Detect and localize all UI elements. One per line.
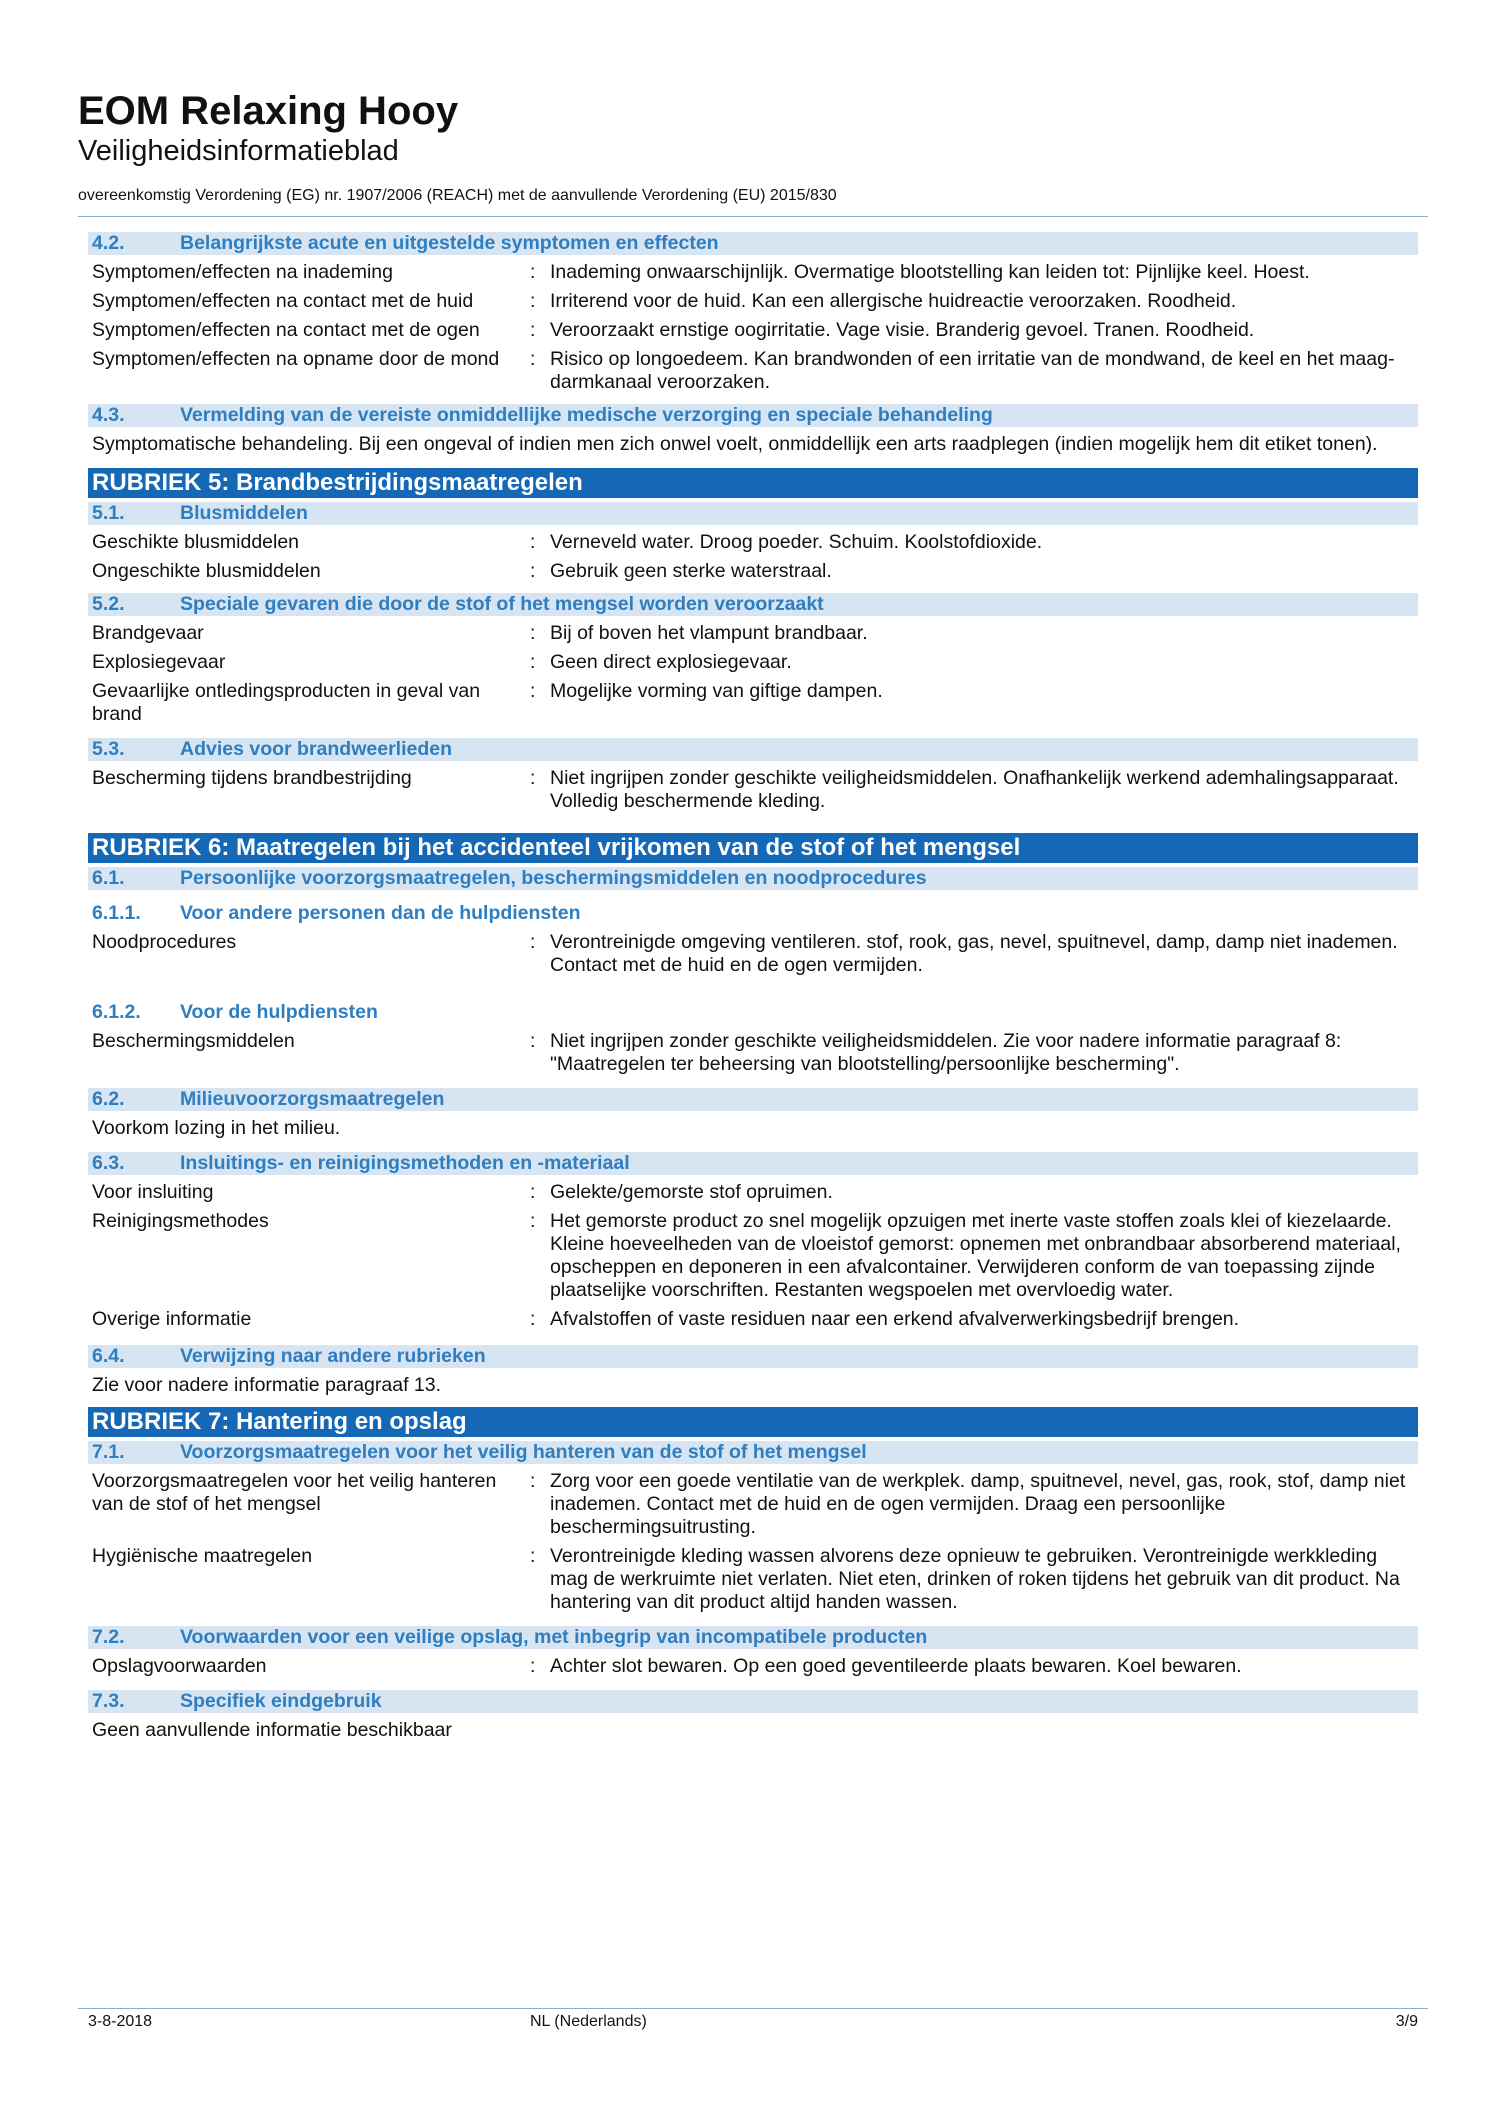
subsection-4-2-header — [88, 232, 1418, 255]
info-value: Achter slot bewaren. Op een goed geventileerde plaats bewaren. Koel bewaren. — [550, 1655, 1242, 1677]
info-value: Gebruik geen sterke waterstraal. — [550, 560, 832, 582]
subsection-7-2-rows — [88, 1655, 1418, 1678]
info-label: Voorzorgsmaatregelen voor het veilig hanteren van de stof of het mengsel — [92, 1470, 497, 1515]
subsection-title: Voor andere personen dan de hulpdiensten — [180, 902, 581, 924]
info-value: Geen direct explosiegevaar. — [550, 651, 792, 673]
info-label: Reinigingsmethodes — [92, 1210, 269, 1232]
colon-separator: : — [530, 1655, 536, 1677]
subsection-6-1-1-rows — [88, 931, 1418, 977]
regulation-reference: overeenkomstig Verordening (EG) nr. 1907/2006 (REACH) met de aanvullende Verordening (EU) 2015/830 — [78, 187, 837, 204]
info-value: Mogelijke vorming van giftige dampen. — [550, 680, 883, 702]
info-value: Irriterend voor de huid. Kan een allergische huidreactie veroorzaken. Roodheid. — [550, 290, 1237, 312]
colon-separator: : — [530, 622, 536, 644]
info-label: Brandgevaar — [92, 622, 204, 644]
section-7-header: RUBRIEK 7: Hantering en opslag — [88, 1407, 1418, 1437]
subsection-7-1-rows — [88, 1470, 1418, 1614]
info-row — [88, 348, 1418, 394]
subsection-number: 4.3. — [92, 404, 125, 426]
subsection-number: 5.2. — [92, 593, 125, 615]
info-value: Afvalstoffen of vaste residuen naar een erkend afvalverwerkingsbedrijf brengen. — [550, 1308, 1240, 1330]
document-header — [78, 88, 1418, 206]
subsection-title: Speciale gevaren die door de stof of het mengsel worden veroorzaakt — [180, 593, 824, 615]
subsection-number: 7.3. — [92, 1690, 125, 1712]
colon-separator: : — [530, 767, 536, 789]
info-value: Verneveld water. Droog poeder. Schuim. Koolstofdioxide. — [550, 531, 1043, 553]
subsection-title: Milieuvoorzorgsmaatregelen — [180, 1088, 445, 1110]
subsection-6-1-1-header — [88, 902, 1418, 925]
colon-separator: : — [530, 319, 536, 341]
info-value: Niet ingrijpen zonder geschikte veiligheidsmiddelen. Onafhankelijk werkend ademhalingsapparaat. Volledig beschermende kleding. — [550, 767, 1399, 812]
info-label: Voor insluiting — [92, 1181, 214, 1203]
subsection-title: Advies voor brandweerlieden — [180, 738, 453, 760]
info-row — [88, 1545, 1418, 1614]
info-row — [88, 531, 1418, 554]
document-type: Veiligheidsinformatieblad — [78, 135, 399, 167]
colon-separator: : — [530, 1545, 536, 1567]
info-label: Symptomen/effecten na opname door de mond — [92, 348, 500, 370]
colon-separator: : — [530, 1308, 536, 1330]
subsection-number: 6.1. — [92, 867, 125, 889]
info-value: Het gemorste product zo snel mogelijk opzuigen met inerte vaste stoffen zoals klei of kiezelaarde. Kleine hoeveelheden van de vloeistof gemorst: opnemen met onbrandbaar absorberend materiaal, opscheppen en deponeren in een afvalcontainer. Verwijderen conform de van toepassing zijnde plaatselijke voorschriften. Restanten wegspoelen met overvloedig water. — [550, 1210, 1401, 1301]
info-row — [88, 1655, 1418, 1678]
info-label: Noodprocedures — [92, 931, 237, 953]
subsection-title: Voorwaarden voor een veilige opslag, met inbegrip van incompatibele producten — [180, 1626, 928, 1648]
subsection-title: Voor de hulpdiensten — [180, 1001, 378, 1023]
footer-divider — [78, 2008, 1428, 2009]
subsection-5-3-header — [88, 738, 1418, 761]
info-value: Zorg voor een goede ventilatie van de werkplek. damp, spuitnevel, nevel, gas, rook, stof, damp niet inademen. Contact met de huid en de ogen vermijden. Draag een persoonlijke beschermingsuitrusting. — [550, 1470, 1406, 1538]
info-row — [88, 1470, 1418, 1539]
info-value: Verontreinigde omgeving ventileren. stof, rook, gas, nevel, spuitnevel, damp, damp niet inademen. Contact met de huid en de ogen vermijden. — [550, 931, 1398, 976]
subsection-6-2-header — [88, 1088, 1418, 1111]
colon-separator: : — [530, 680, 536, 702]
info-row — [88, 1308, 1418, 1331]
info-row — [88, 560, 1418, 583]
subsection-5-2-rows — [88, 622, 1418, 726]
subsection-7-2-header — [88, 1626, 1418, 1649]
info-row — [88, 1181, 1418, 1204]
colon-separator: : — [530, 931, 536, 953]
subsection-6-2-text: Voorkom lozing in het milieu. — [92, 1117, 341, 1139]
header-divider — [78, 216, 1428, 217]
colon-separator: : — [530, 1030, 536, 1052]
subsection-title: Specifiek eindgebruik — [180, 1690, 382, 1712]
info-label: Symptomen/effecten na contact met de huid — [92, 290, 474, 312]
subsection-6-4-text: Zie voor nadere informatie paragraaf 13. — [92, 1374, 442, 1396]
footer-language: NL (Nederlands) — [530, 2013, 647, 2030]
info-label: Explosiegevaar — [92, 651, 226, 673]
product-name: EOM Relaxing Hooy — [78, 89, 459, 133]
subsection-7-1-header — [88, 1441, 1418, 1464]
info-label: Opslagvoorwaarden — [92, 1655, 267, 1677]
info-label: Symptomen/effecten na inademing — [92, 261, 393, 283]
subsection-title: Voorzorgsmaatregelen voor het veilig hanteren van de stof of het mengsel — [180, 1441, 867, 1463]
colon-separator: : — [530, 1181, 536, 1203]
colon-separator: : — [530, 531, 536, 553]
subsection-6-1-2-header — [88, 1001, 1418, 1024]
subsection-5-2-header — [88, 593, 1418, 616]
info-row — [88, 622, 1418, 645]
info-value: Bij of boven het vlampunt brandbaar. — [550, 622, 868, 644]
colon-separator: : — [530, 1210, 536, 1232]
info-label: Symptomen/effecten na contact met de ogen — [92, 319, 480, 341]
info-label: Hygiënische maatregelen — [92, 1545, 313, 1567]
subsection-number: 5.3. — [92, 738, 125, 760]
subsection-title: Insluitings- en reinigingsmethoden en -materiaal — [180, 1152, 630, 1174]
subsection-5-1-header — [88, 502, 1418, 525]
info-row — [88, 290, 1418, 313]
colon-separator: : — [530, 261, 536, 283]
subsection-number: 5.1. — [92, 502, 125, 524]
info-row — [88, 1210, 1418, 1302]
info-label: Ongeschikte blusmiddelen — [92, 560, 321, 582]
subsection-number: 6.3. — [92, 1152, 125, 1174]
info-row — [88, 680, 1418, 726]
subsection-7-3-header — [88, 1690, 1418, 1713]
info-row — [88, 651, 1418, 674]
colon-separator: : — [530, 1470, 536, 1492]
colon-separator: : — [530, 290, 536, 312]
subsection-4-3-text: Symptomatische behandeling. Bij een ongeval of indien men zich onwel voelt, onmiddellijk een arts raadplegen (indien mogelijk hem dit etiket tonen). — [92, 433, 1378, 455]
subsection-5-1-rows — [88, 531, 1418, 583]
subsection-4-3-header — [88, 404, 1418, 427]
info-label: Geschikte blusmiddelen — [92, 531, 300, 553]
subsection-number: 6.4. — [92, 1345, 125, 1367]
subsection-number: 6.1.1. — [92, 902, 141, 924]
footer-date: 3-8-2018 — [88, 2013, 153, 2030]
info-value: Veroorzaakt ernstige oogirritatie. Vage visie. Branderig gevoel. Tranen. Roodheid. — [550, 319, 1255, 341]
info-value: Inademing onwaarschijnlijk. Overmatige blootstelling kan leiden tot: Pijnlijke keel. Hoest. — [550, 261, 1310, 283]
info-row — [88, 319, 1418, 342]
subsection-title: Belangrijkste acute en uitgestelde symptomen en effecten — [180, 232, 719, 254]
subsection-6-3-rows — [88, 1181, 1418, 1331]
subsection-4-2-rows — [88, 261, 1418, 394]
subsection-number: 6.2. — [92, 1088, 125, 1110]
info-value: Risico op longoedeem. Kan brandwonden of een irritatie van de mondwand, de keel en het maag-darmkanaal veroorzaken. — [550, 348, 1395, 393]
info-label: Overige informatie — [92, 1308, 252, 1330]
info-value: Gelekte/gemorste stof opruimen. — [550, 1181, 833, 1203]
subsection-number: 6.1.2. — [92, 1001, 141, 1023]
subsection-title: Vermelding van de vereiste onmiddellijke medische verzorging en speciale behandeling — [180, 404, 993, 426]
colon-separator: : — [530, 560, 536, 582]
document-body — [88, 232, 1418, 1742]
colon-separator: : — [530, 348, 536, 370]
info-row — [88, 767, 1418, 813]
subsection-title: Blusmiddelen — [180, 502, 308, 524]
subsection-title: Verwijzing naar andere rubrieken — [180, 1345, 486, 1367]
subsection-6-4-header — [88, 1345, 1418, 1368]
info-row — [88, 1030, 1418, 1076]
subsection-number: 4.2. — [92, 232, 125, 254]
subsection-6-1-2-rows — [88, 1030, 1418, 1076]
colon-separator: : — [530, 651, 536, 673]
subsection-number: 7.1. — [92, 1441, 125, 1463]
info-label: Gevaarlijke ontledingsproducten in geval van brand — [92, 680, 481, 725]
info-value: Verontreinigde kleding wassen alvorens deze opnieuw te gebruiken. Verontreinigde werkkleding mag de werkruimte niet verlaten. Niet eten, drinken of roken tijdens het gebruik van dit product. Na hantering van dit product altijd handen wassen. — [550, 1545, 1400, 1613]
subsection-7-3-text: Geen aanvullende informatie beschikbaar — [92, 1719, 452, 1741]
subsection-6-1-header — [88, 867, 1418, 890]
info-label: Bescherming tijdens brandbestrijding — [92, 767, 412, 789]
subsection-6-3-header — [88, 1152, 1418, 1175]
info-label: Beschermingsmiddelen — [92, 1030, 295, 1052]
subsection-number: 7.2. — [92, 1626, 125, 1648]
footer-page-number: 3/9 — [1395, 2013, 1418, 2030]
info-value: Niet ingrijpen zonder geschikte veiligheidsmiddelen. Zie voor nadere informatie paragraaf 8: "Maatregelen ter beheersing van blootstelling/persoonlijke bescherming". — [550, 1030, 1342, 1075]
section-5-header: RUBRIEK 5: Brandbestrijdingsmaatregelen — [88, 468, 1418, 498]
info-row — [88, 261, 1418, 284]
subsection-title: Persoonlijke voorzorgsmaatregelen, beschermingsmiddelen en noodprocedures — [180, 867, 927, 889]
info-row — [88, 931, 1418, 977]
section-6-header: RUBRIEK 6: Maatregelen bij het accidenteel vrijkomen van de stof of het mengsel — [88, 833, 1418, 863]
subsection-5-3-rows — [88, 767, 1418, 813]
